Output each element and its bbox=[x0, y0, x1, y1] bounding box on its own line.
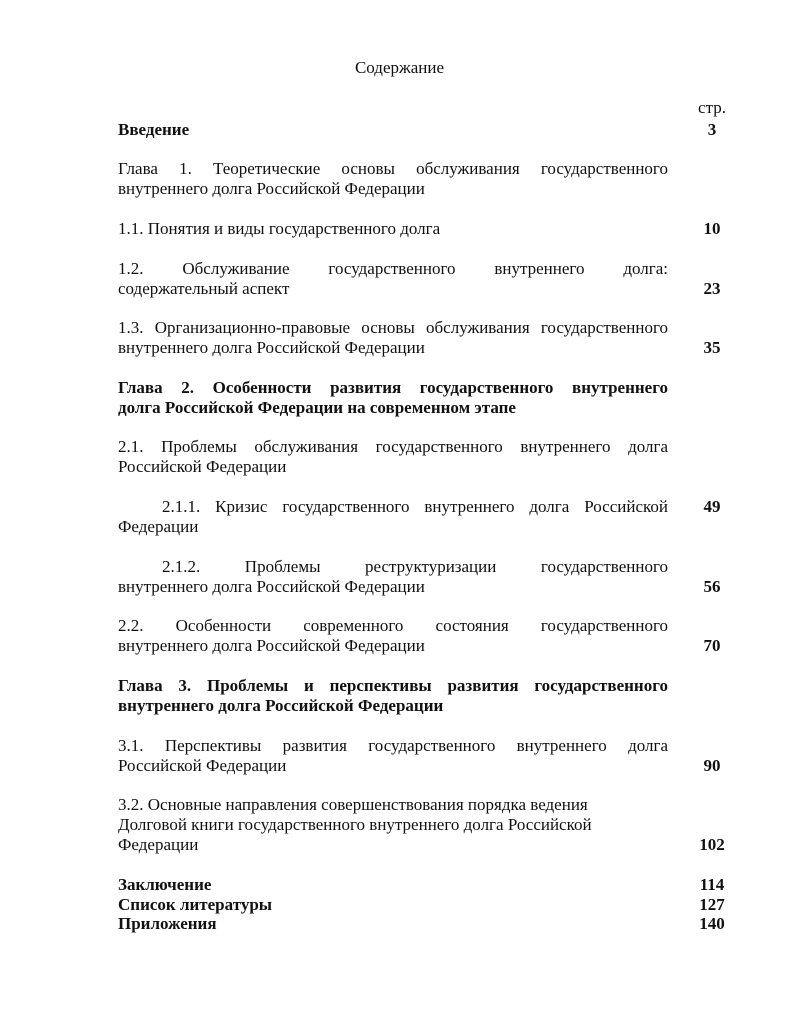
toc-entry-text: Глава 2. Особенности развития государственного внутреннего bbox=[118, 378, 668, 397]
toc-entry-3-2 bbox=[118, 795, 668, 855]
toc-entry-text: 1.3. Организационно-правовые основы обслуживания государственного bbox=[118, 318, 668, 337]
page-title: Содержание bbox=[354, 58, 445, 77]
toc-entry-text: 2.1. Проблемы обслуживания государственного внутреннего долга bbox=[118, 437, 668, 456]
toc-entry-text: Заключение bbox=[118, 875, 212, 894]
toc-entry-intro bbox=[118, 120, 668, 140]
toc-page-number: 114 bbox=[699, 875, 725, 894]
toc-entry-text-cont: Российской Федерации bbox=[118, 457, 287, 476]
toc-entry-text-cont: Федерации bbox=[118, 835, 199, 854]
toc-entry-text-cont: внутреннего долга Российской Федерации bbox=[118, 636, 425, 655]
toc-entry-text-cont: внутреннего долга Российской Федерации bbox=[118, 696, 444, 715]
toc-page-number: 70 bbox=[703, 636, 721, 655]
toc-page-number: 35 bbox=[703, 338, 721, 357]
toc-entry-text-cont: содержательный аспект bbox=[118, 279, 290, 298]
toc-page-number: 90 bbox=[703, 756, 721, 775]
toc-entry-text: Глава 3. Проблемы и перспективы развития государственного bbox=[118, 676, 668, 695]
toc-entry-3-1 bbox=[118, 736, 668, 776]
toc-entry-appendices bbox=[118, 914, 668, 934]
toc-entry-text: 2.2. Особенности современного состояния государственного bbox=[118, 616, 668, 635]
toc-entry-chapter-2 bbox=[118, 378, 668, 418]
toc-page-number: 56 bbox=[703, 577, 721, 596]
toc-page-number: 49 bbox=[703, 497, 721, 516]
page-column-label: стр. bbox=[698, 98, 726, 117]
toc-entry-1-3 bbox=[118, 318, 668, 358]
toc-entry-text: Глава 1. Теоретические основы обслуживания государственного bbox=[118, 159, 668, 178]
toc-page-number: 3 bbox=[707, 120, 717, 139]
toc-page-number: 23 bbox=[703, 279, 721, 298]
toc-entry-text-cont: Российской Федерации bbox=[118, 756, 287, 775]
toc-entry-text-cont: внутреннего долга Российской Федерации bbox=[118, 179, 425, 198]
toc-entry-text-cont: долга Российской Федерации на современном этапе bbox=[118, 398, 516, 417]
toc-entry-text: 3.2. Основные направления совершенствования порядка ведения bbox=[118, 795, 588, 814]
toc-page-number: 127 bbox=[699, 895, 725, 914]
toc-entry-text: 2.1.1. Кризис государственного внутреннего долга Российской bbox=[162, 497, 668, 516]
toc-entry-text: 3.1. Перспективы развития государственного внутреннего долга bbox=[118, 736, 668, 755]
toc-page-number: 10 bbox=[703, 219, 721, 238]
toc-entry-2-1 bbox=[118, 437, 668, 477]
toc-entry-2-2 bbox=[118, 616, 668, 656]
toc-page-number: 140 bbox=[699, 914, 725, 933]
toc-entry-text-cont: внутреннего долга Российской Федерации bbox=[118, 577, 425, 596]
toc-entry-text: Список литературы bbox=[118, 895, 273, 914]
toc-entry-text: 1.1. Понятия и виды государственного долга bbox=[118, 219, 441, 238]
toc-page-number: 102 bbox=[699, 835, 725, 854]
toc-entry-2-1-2 bbox=[118, 557, 668, 597]
toc-entry-1-1 bbox=[118, 219, 668, 239]
toc-entry-text-cont: Федерации bbox=[118, 517, 199, 536]
toc-entry-bibliography bbox=[118, 895, 668, 915]
toc-entry-chapter-3 bbox=[118, 676, 668, 716]
toc-entry-text-cont: Долговой книги государственного внутреннего долга Российской bbox=[118, 815, 592, 834]
toc-entry-text: Введение bbox=[118, 120, 190, 139]
toc-entry-text: 2.1.2. Проблемы реструктуризации государственного bbox=[162, 557, 668, 576]
toc-entry-2-1-1 bbox=[118, 497, 668, 537]
toc-entry-1-2 bbox=[118, 259, 668, 299]
toc-entry-chapter-1 bbox=[118, 159, 668, 199]
toc-entry-text: Приложения bbox=[118, 914, 217, 933]
toc-entry-conclusion bbox=[118, 875, 668, 895]
toc-entry-text-cont: внутреннего долга Российской Федерации bbox=[118, 338, 425, 357]
toc-entry-text: 1.2. Обслуживание государственного внутреннего долга: bbox=[118, 259, 668, 278]
